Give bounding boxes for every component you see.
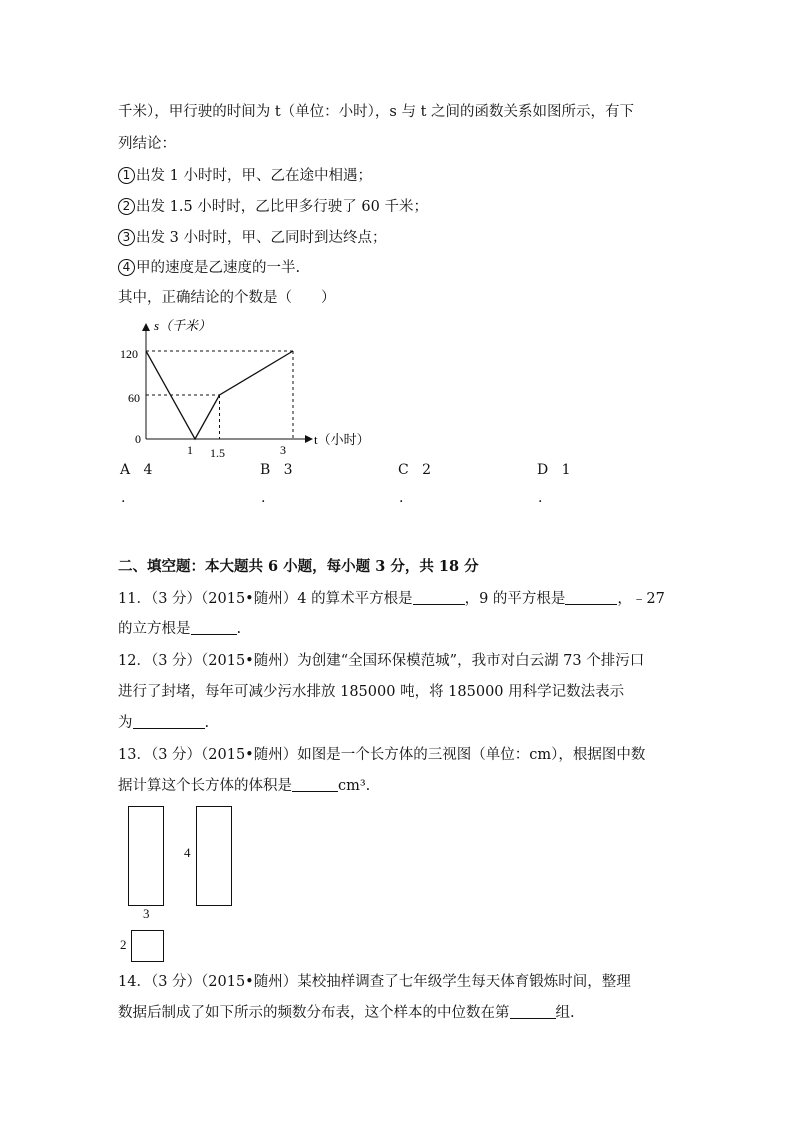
conclusion-3	[118, 228, 386, 248]
option-d[interactable]	[537, 462, 571, 478]
distance-time-graph	[108, 312, 398, 462]
option-letter: D	[537, 462, 549, 478]
top-view	[131, 930, 164, 962]
origin-label: 0	[135, 432, 141, 446]
q13-text: 据计算这个长方体的体积是	[118, 778, 292, 794]
q11-line-2	[118, 619, 241, 639]
x-axis-label: t（小时）	[314, 432, 370, 447]
conclusion-text: 出发 3 小时时，甲、乙同时到达终点；	[136, 230, 387, 246]
y-tick-120: 120	[120, 347, 138, 361]
q11-blank-2[interactable]	[565, 590, 617, 605]
q13-line-2	[118, 776, 370, 796]
x-tick-1: 1	[187, 443, 193, 457]
conclusion-1	[118, 166, 372, 186]
q12-text: 为	[118, 715, 133, 731]
option-b-dot: .	[261, 490, 266, 506]
conclusion-text: 甲的速度是乙速度的一半.	[136, 260, 301, 276]
q14-text: 数据后制成了如下所示的频数分布表，这个样本的中位数在第	[118, 1005, 510, 1021]
q13-unit: cm³.	[338, 778, 371, 794]
q12-line-1: 12．（3 分）（2015•随州）为创建“全国环保模范城”，我市对白云湖 73 个排污口	[118, 653, 645, 669]
front-view	[128, 806, 164, 906]
option-value: 2	[422, 462, 431, 478]
q11-text-3: ，﹣27	[617, 591, 665, 607]
q14-end: 组.	[555, 1005, 575, 1021]
option-a-dot: .	[121, 490, 126, 506]
q11-text-2: ，9 的平方根是	[464, 591, 566, 607]
side-view	[196, 806, 232, 906]
option-value: 4	[143, 462, 153, 478]
option-c-dot: .	[399, 490, 404, 506]
conclusion-4	[118, 258, 300, 278]
y-tick-60: 60	[128, 391, 140, 405]
circled-number: 1	[118, 167, 135, 184]
conclusion-text: 出发 1.5 小时时，乙比甲多行驶了 60 千米；	[136, 199, 428, 215]
q12-line-2: 进行了封堵，每年可减少污水排放 185000 吨，将 185000 用科学记数法表示	[118, 684, 625, 700]
q11-text-1: 11．（3 分）（2015•随州）4 的算术平方根是	[118, 591, 413, 607]
q12-line-3	[118, 713, 209, 733]
x-tick-1-5: 1.5	[210, 446, 225, 460]
q11-blank-1[interactable]	[413, 590, 465, 605]
front-width-label: 3	[143, 906, 150, 921]
question-prompt: 其中，正确结论的个数是（ ）	[118, 290, 336, 306]
conclusion-text: 出发 1 小时时，甲、乙在途中相遇；	[136, 168, 372, 184]
conclusion-2	[118, 197, 428, 217]
option-value: 1	[561, 462, 571, 478]
q11-text-4: 的立方根是	[118, 621, 191, 637]
q11-blank-3[interactable]	[191, 620, 237, 635]
q12-end: .	[204, 715, 210, 731]
intro-line-1: 千米），甲行驶的时间为 t（单位：小时），s 与 t 之间的函数关系如图所示，有下	[118, 104, 635, 120]
q14-line-1: 14．（3 分）（2015•随州）某校抽样调查了七年级学生每天体育锻炼时间，整理	[118, 974, 631, 990]
option-value: 3	[283, 462, 293, 478]
q12-blank[interactable]	[133, 714, 205, 729]
q13-blank[interactable]	[292, 777, 338, 792]
option-letter: C	[398, 462, 409, 478]
section-heading: 二、填空题：本大题共 6 小题，每小题 3 分，共 18 分	[118, 558, 479, 575]
top-depth-label: 2	[120, 937, 127, 952]
circled-number: 3	[118, 229, 135, 246]
option-a[interactable]	[120, 462, 152, 478]
option-b[interactable]	[260, 462, 293, 478]
side-height-label: 4	[184, 845, 191, 860]
option-d-dot: .	[538, 490, 543, 506]
option-letter: A	[120, 462, 131, 478]
q13-line-1: 13．（3 分）（2015•随州）如图是一个长方体的三视图（单位：cm），根据图中数	[118, 747, 646, 763]
q11-line-1	[118, 589, 665, 609]
circled-number: 2	[118, 198, 135, 215]
y-axis-label: s（千米）	[154, 318, 212, 333]
circled-number: 4	[118, 259, 135, 276]
q14-blank[interactable]	[510, 1004, 556, 1019]
option-c[interactable]	[398, 462, 431, 478]
q11-end: .	[236, 621, 242, 637]
intro-line-2: 列结论：	[118, 136, 176, 152]
x-tick-3: 3	[280, 443, 286, 457]
option-letter: B	[260, 462, 271, 478]
q14-line-2	[118, 1003, 575, 1023]
